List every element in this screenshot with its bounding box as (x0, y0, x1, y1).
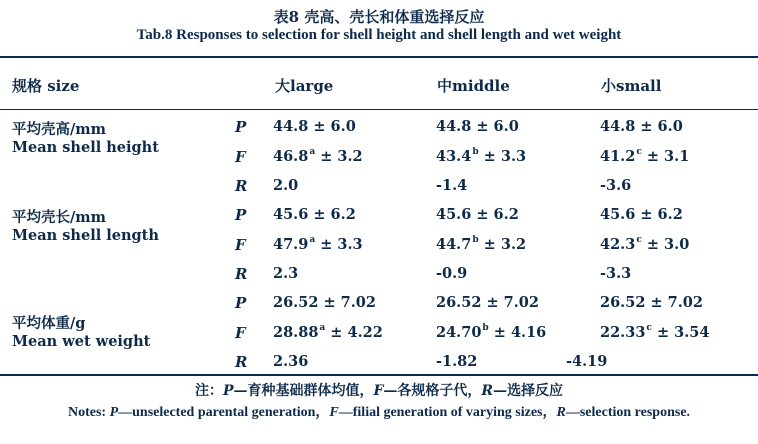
table-note-cn: 注：P—育种基础群体均值，F—各规格子代，R—选择反应 (194, 383, 564, 399)
table-cell: 22.33$^c$ ± 3.54 (600, 323, 710, 341)
table-cell: -3.6 (600, 177, 632, 194)
table-cell: 2.0 (273, 177, 299, 194)
table-cell: -4.19 (566, 353, 608, 370)
table-cell: 2.36 (273, 353, 309, 370)
table-cell: 2.3 (273, 265, 299, 282)
row-symbol: F (235, 324, 246, 342)
table-cell: 26.52 ± 7.02 (600, 294, 703, 311)
table-cell: -1.4 (436, 177, 468, 194)
group-label-cn: 平均体重/g (12, 315, 86, 332)
group-label-en: Mean shell length (12, 227, 159, 244)
table-cell: 44.8 ± 6.0 (436, 118, 519, 135)
table-cell: 28.88$^a$ ± 4.22 (273, 323, 383, 341)
table-cell: 45.6 ± 6.2 (273, 206, 356, 223)
row-symbol: P (235, 206, 247, 224)
superscript: b (472, 147, 479, 157)
group-label-cn: 平均壳高/mm (12, 121, 106, 138)
table-cell: 45.6 ± 6.2 (436, 206, 519, 223)
table-cell: -1.82 (436, 353, 478, 370)
header-large: 大large (275, 77, 334, 95)
superscript: a (309, 235, 316, 245)
table-cell: -0.9 (436, 265, 468, 282)
row-symbol: R (235, 265, 248, 283)
table-cell: 44.8 ± 6.0 (273, 118, 356, 135)
superscript: a (319, 323, 326, 333)
group-label-cn: 平均壳长/mm (12, 209, 106, 226)
row-symbol: R (235, 353, 248, 371)
table-caption-en: Tab.8 Responses to selection for shell height and shell length and wet weight (136, 27, 622, 43)
row-symbol: P (235, 294, 247, 312)
row-symbol: R (235, 177, 248, 195)
superscript: c (646, 323, 652, 333)
top-rule (0, 56, 758, 58)
superscript: c (636, 235, 642, 245)
superscript: b (472, 235, 479, 245)
table-cell: 44.7$^b$ ± 3.2 (436, 235, 527, 253)
table-cell: 46.8$^a$ ± 3.2 (273, 147, 363, 165)
table-cell: 47.9$^a$ ± 3.3 (273, 235, 363, 253)
row-symbol: F (235, 236, 246, 254)
table-cell: 26.52 ± 7.02 (273, 294, 376, 311)
table-caption-cn: 表8 壳高、壳长和体重选择反应 (273, 8, 485, 26)
row-symbol: P (235, 118, 247, 136)
table-cell: -3.3 (600, 265, 632, 282)
group-label-en: Mean wet weight (12, 333, 151, 350)
bottom-rule (0, 374, 758, 376)
group-label-en: Mean shell height (12, 139, 159, 156)
table-cell: 26.52 ± 7.02 (436, 294, 539, 311)
table-cell: 41.2$^c$ ± 3.1 (600, 147, 690, 165)
table-cell: 45.6 ± 6.2 (600, 206, 683, 223)
header-small: 小small (601, 77, 662, 95)
header-size: 规格 size (12, 77, 80, 95)
superscript: c (636, 147, 642, 157)
header-rule (0, 109, 758, 110)
table-cell: 44.8 ± 6.0 (600, 118, 683, 135)
superscript: b (482, 323, 489, 333)
table-cell: 43.4$^b$ ± 3.3 (436, 147, 527, 165)
table-cell: 24.70$^b$ ± 4.16 (436, 323, 547, 341)
table-cell: 42.3$^c$ ± 3.0 (600, 235, 690, 253)
row-symbol: F (235, 148, 246, 166)
superscript: a (309, 147, 316, 157)
table-note-en: Notes: P—unselected parental generation，F—filial generation of varying sizes，R—selection response. (67, 405, 691, 420)
header-middle: 中middle (437, 77, 510, 95)
